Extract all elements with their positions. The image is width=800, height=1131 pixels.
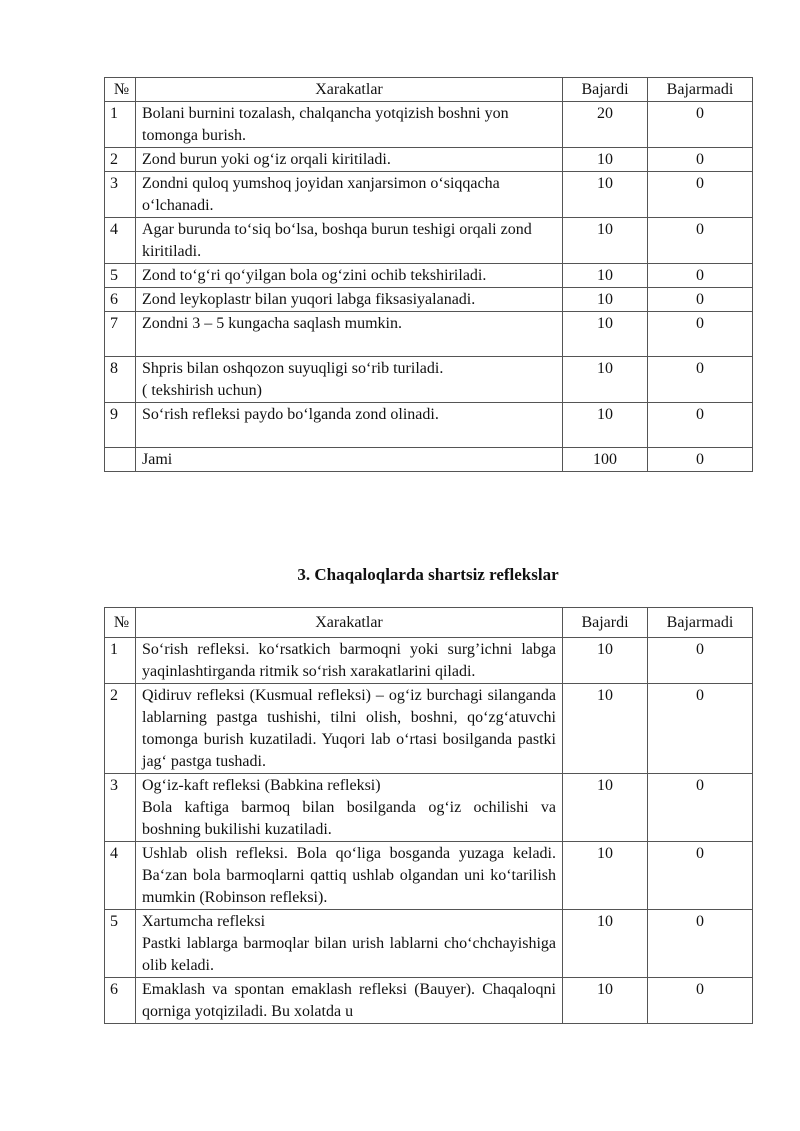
row-action-text: Zond to‘g‘ri qo‘yilgan bola og‘zini ochib tekshiriladi. — [136, 264, 563, 288]
table-row — [105, 638, 753, 684]
row-action-text: So‘rish refleksi. ko‘rsatkich barmoqni yoki surg’ichni labga yaqinlashtirganda ritmik so‘rish xarakatlarini qiladi. — [136, 638, 563, 684]
row-done: 10 — [563, 638, 648, 684]
table-row — [105, 774, 753, 842]
row-done: 10 — [563, 357, 648, 403]
row-done: 10 — [563, 312, 648, 357]
row-action-text: Zond burun yoki og‘iz orqali kiritiladi. — [136, 148, 563, 172]
row-number: 3 — [105, 774, 136, 842]
table-row — [105, 978, 753, 1024]
table-row — [105, 102, 753, 148]
row-done: 10 — [563, 403, 648, 448]
table-row — [105, 842, 753, 910]
header-done: Bajardi — [563, 78, 648, 102]
row-action-cell — [136, 774, 563, 842]
row-number: 4 — [105, 842, 136, 910]
row-action-text: Bolani burnini tozalash, chalqancha yotqizish boshni yon tomonga burish. — [136, 102, 563, 148]
row-action-text: Agar burunda to‘siq bo‘lsa, boshqa burun teshigi orqali zond kiritiladi. — [136, 218, 563, 264]
row-action-note: ( tekshirish uchun) — [142, 382, 262, 399]
row-not-done: 0 — [648, 978, 753, 1024]
row-action-cell — [136, 910, 563, 978]
row-done: 10 — [563, 978, 648, 1024]
row-action-text: Zondni 3 – 5 kungacha saqlash mumkin. — [136, 312, 563, 357]
row-not-done: 0 — [648, 218, 753, 264]
row-not-done: 0 — [648, 102, 753, 148]
row-action-text: Pastki lablarga barmoqlar bilan urish lablarni cho‘chchayishiga olib keladi. — [142, 935, 556, 974]
row-action-cell — [136, 357, 563, 403]
table-row — [105, 288, 753, 312]
total-number-cell — [105, 448, 136, 472]
row-number: 2 — [105, 684, 136, 774]
table-row — [105, 148, 753, 172]
total-done: 100 — [563, 448, 648, 472]
row-done: 10 — [563, 684, 648, 774]
row-done: 10 — [563, 172, 648, 218]
table-row — [105, 403, 753, 448]
row-not-done: 0 — [648, 910, 753, 978]
row-number: 8 — [105, 357, 136, 403]
row-number: 5 — [105, 264, 136, 288]
row-done: 10 — [563, 148, 648, 172]
header-number: № — [105, 608, 136, 638]
row-number: 4 — [105, 218, 136, 264]
table-row — [105, 910, 753, 978]
row-number: 7 — [105, 312, 136, 357]
row-not-done: 0 — [648, 148, 753, 172]
row-done: 10 — [563, 288, 648, 312]
row-action-text: Shpris bilan oshqozon suyuqligi so‘rib turiladi. — [142, 360, 444, 377]
row-done: 10 — [563, 842, 648, 910]
row-action-text: Bola kaftiga barmoq bilan bosilganda og‘iz ochilishi va boshning bukilishi kuzatiladi. — [142, 799, 556, 838]
total-row — [105, 448, 753, 472]
row-number: 9 — [105, 403, 136, 448]
table-row — [105, 264, 753, 288]
row-number: 2 — [105, 148, 136, 172]
row-number: 6 — [105, 978, 136, 1024]
table-row — [105, 218, 753, 264]
table-header-row — [105, 608, 753, 638]
row-action-text: Zond leykoplastr bilan yuqori labga fiksasiyalanadi. — [136, 288, 563, 312]
row-not-done: 0 — [648, 312, 753, 357]
row-not-done: 0 — [648, 774, 753, 842]
reflexes-table — [104, 607, 753, 1024]
table-row — [105, 357, 753, 403]
section-heading: 3. Chaqaloqlarda shartsiz reflekslar — [297, 565, 559, 584]
header-not-done: Bajarmadi — [648, 608, 753, 638]
procedure-table — [104, 77, 753, 472]
row-number: 3 — [105, 172, 136, 218]
total-label: Jami — [136, 448, 563, 472]
row-not-done: 0 — [648, 172, 753, 218]
row-action-title: Xartumcha refleksi — [142, 913, 266, 930]
row-done: 10 — [563, 774, 648, 842]
table-header-row — [105, 78, 753, 102]
row-not-done: 0 — [648, 403, 753, 448]
total-not-done: 0 — [648, 448, 753, 472]
row-action-text: Qidiruv refleksi (Kusmual refleksi) – og‘iz burchagi silanganda lablarning pastga tushishi, tilni olish, boshni, qo‘zg‘atuvchi tomonga burish kuzatiladi. Yuqori lab o‘rtasi bosilganda pastki jag‘ pastga tushadi. — [136, 684, 563, 774]
row-number: 6 — [105, 288, 136, 312]
header-actions: Xarakatlar — [136, 608, 563, 638]
row-not-done: 0 — [648, 288, 753, 312]
row-action-text: Zondni quloq yumshoq joyidan xanjarsimon o‘siqqacha o‘lchanadi. — [136, 172, 563, 218]
row-done: 10 — [563, 910, 648, 978]
table-row — [105, 684, 753, 774]
header-not-done: Bajarmadi — [648, 78, 753, 102]
row-number: 1 — [105, 102, 136, 148]
row-not-done: 0 — [648, 264, 753, 288]
header-actions: Xarakatlar — [136, 78, 563, 102]
row-done: 10 — [563, 264, 648, 288]
header-done: Bajardi — [563, 608, 648, 638]
row-number: 5 — [105, 910, 136, 978]
row-done: 10 — [563, 218, 648, 264]
row-number: 1 — [105, 638, 136, 684]
row-not-done: 0 — [648, 842, 753, 910]
row-not-done: 0 — [648, 638, 753, 684]
table-row — [105, 172, 753, 218]
row-action-text: Emaklash va spontan emaklash refleksi (Bauyer). Chaqaloqni qorniga yotqiziladi. Bu xolatda u — [136, 978, 563, 1024]
table-row — [105, 312, 753, 357]
row-action-text: Ushlab olish refleksi. Bola qo‘liga bosganda yuzaga keladi. Ba‘zan bola barmoqlarni qattiq ushlab olgandan uni ko‘tarilish mumkin (Robinson refleksi). — [136, 842, 563, 910]
row-done: 20 — [563, 102, 648, 148]
row-not-done: 0 — [648, 357, 753, 403]
header-number: № — [105, 78, 136, 102]
row-action-text: So‘rish refleksi paydo bo‘lganda zond olinadi. — [136, 403, 563, 448]
row-not-done: 0 — [648, 684, 753, 774]
row-action-title: Og‘iz-kaft refleksi (Babkina refleksi) — [142, 777, 381, 794]
